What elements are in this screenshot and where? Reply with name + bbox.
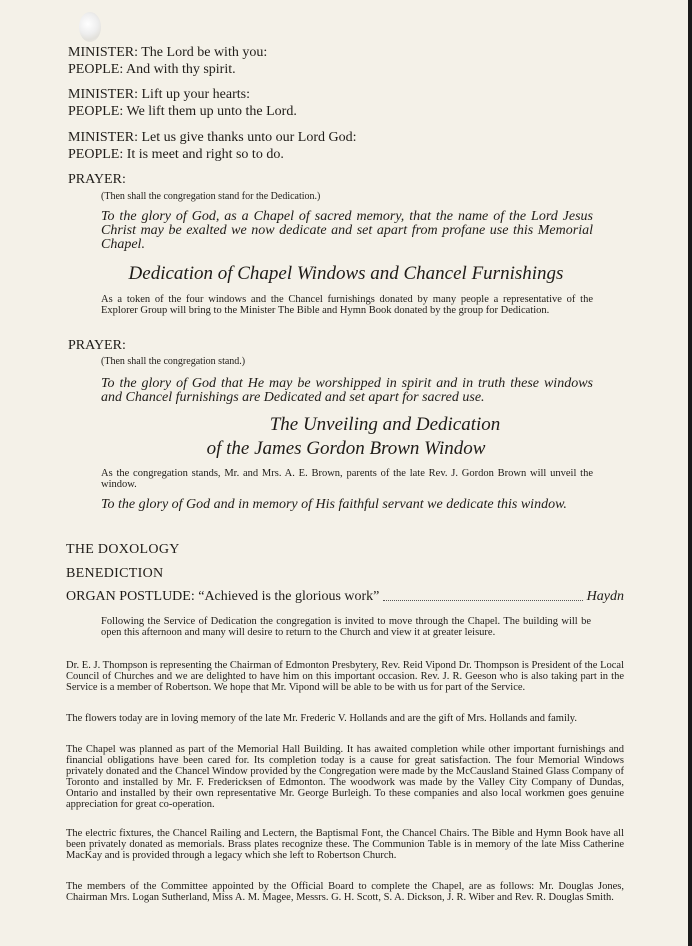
heading-chapel-windows: Dedication of Chapel Windows and Chancel Furnishings — [128, 263, 564, 284]
postlude-leader-dots — [383, 588, 582, 601]
postlude-composer: Haydn — [586, 589, 624, 604]
organ-postlude — [66, 588, 624, 605]
prayer-rubric-2: (Then shall the congregation stand.) — [101, 356, 246, 367]
page-edge — [688, 0, 692, 946]
windows-rubric: As a token of the four windows and the Chancel furnishings donated by many people a representative of the Explorer Group will bring to the Minister The Bible and Hymn Book donated by the group for Dedication. — [101, 294, 593, 316]
prayer-rubric-1: (Then shall the congregation stand for the Dedication.) — [101, 191, 321, 202]
minister-line-1: MINISTER: The Lord be with you: — [68, 45, 268, 60]
unveil-prayer: To the glory of God and in memory of His faithful servant we dedicate this window. — [101, 497, 567, 512]
notice-flowers: The flowers today are in loving memory of the late Mr. Frederic V. Hollands and are the gift of Mrs. Hollands and family. — [66, 713, 577, 724]
notice-thompson: Dr. E. J. Thompson is representing the Chairman of Edmonton Presbytery, Rev. Reid Vipond Dr. Thompson is President of the Local Council of Churches and we are delighted to have him on this important occasion. Rev. J. R. Geeson who is also taking part in the Service is a member of Robertson. We hope that Mr. Vipond will be able to be with us for part of the Service. — [66, 660, 624, 693]
people-line-2: PEOPLE: We lift them up unto the Lord. — [68, 104, 297, 119]
minister-line-2: MINISTER: Lift up your hearts: — [68, 87, 250, 102]
dedication-prayer-chapel: To the glory of God, as a Chapel of sacred memory, that the name of the Lord Jesus Christ may be exalted we now dedicate and set apart from profane use this Memorial Chapel. — [101, 209, 593, 252]
postlude-title: ORGAN POSTLUDE: “Achieved is the glorious work” — [66, 589, 380, 604]
heading-unveiling-line-2: of the James Gordon Brown Window — [206, 438, 486, 459]
notice-furnishings: The electric fixtures, the Chancel Railing and Lectern, the Baptismal Font, the Chancel Chairs. The Bible and Hymn Book have all been privately donated as memorials. Brass plates recognize these. The Communion Table is in memory of the late Miss Catherine MacKay and is provided through a legacy which she left to Robertson Church. — [66, 828, 624, 861]
benediction: BENEDICTION — [66, 566, 164, 581]
paper-stain — [79, 12, 101, 42]
doxology: THE DOXOLOGY — [66, 542, 180, 557]
notice-chapel-history: The Chapel was planned as part of the Memorial Hall Building. It has awaited completion while other important furnishings and financial obligations have been cared for. Its completion today is a cause for great satisfaction. The four Memorial Windows privately donated and the Chancel Window provided by the Congregation were made by the McCausland Stained Glass Company of Toronto and installed by Mr. F. Fredericksen of Edmonton. The woodwork was made by the Valley City Company of Dundas, Ontario and installed by their own representative Mr. George Burleigh. To these companies and also local workmen goes genuine appreciation for great co-operation. — [66, 744, 624, 810]
people-line-1: PEOPLE: And with thy spirit. — [68, 62, 236, 77]
heading-unveiling-line-1: The Unveiling and Dedication — [269, 414, 501, 435]
following-notice: Following the Service of Dedication the congregation is invited to move through the Chapel. The building will be open this afternoon and many will desire to return to the Church and view it at greater leisure. — [101, 616, 591, 638]
dedication-prayer-windows: To the glory of God that He may be worshipped in spirit and in truth these windows and Chancel furnishings are Dedicated and set apart for sacred use. — [101, 376, 593, 405]
unveil-rubric: As the congregation stands, Mr. and Mrs. A. E. Brown, parents of the late Rev. J. Gordon Brown will unveil the window. — [101, 468, 593, 490]
people-line-3: PEOPLE: It is meet and right so to do. — [68, 147, 284, 162]
prayer-label-2: PRAYER: — [68, 338, 126, 353]
prayer-label-1: PRAYER: — [68, 172, 126, 187]
minister-line-3: MINISTER: Let us give thanks unto our Lord God: — [68, 130, 357, 145]
notice-committee: The members of the Committee appointed by the Official Board to complete the Chapel, are as follows: Mr. Douglas Jones, Chairman Mrs. Logan Sutherland, Miss A. M. Magee, Messrs. G. H. Scott, S. A. Dickson, J. R. Wiber and Rev. R. Douglas Smith. — [66, 881, 624, 903]
